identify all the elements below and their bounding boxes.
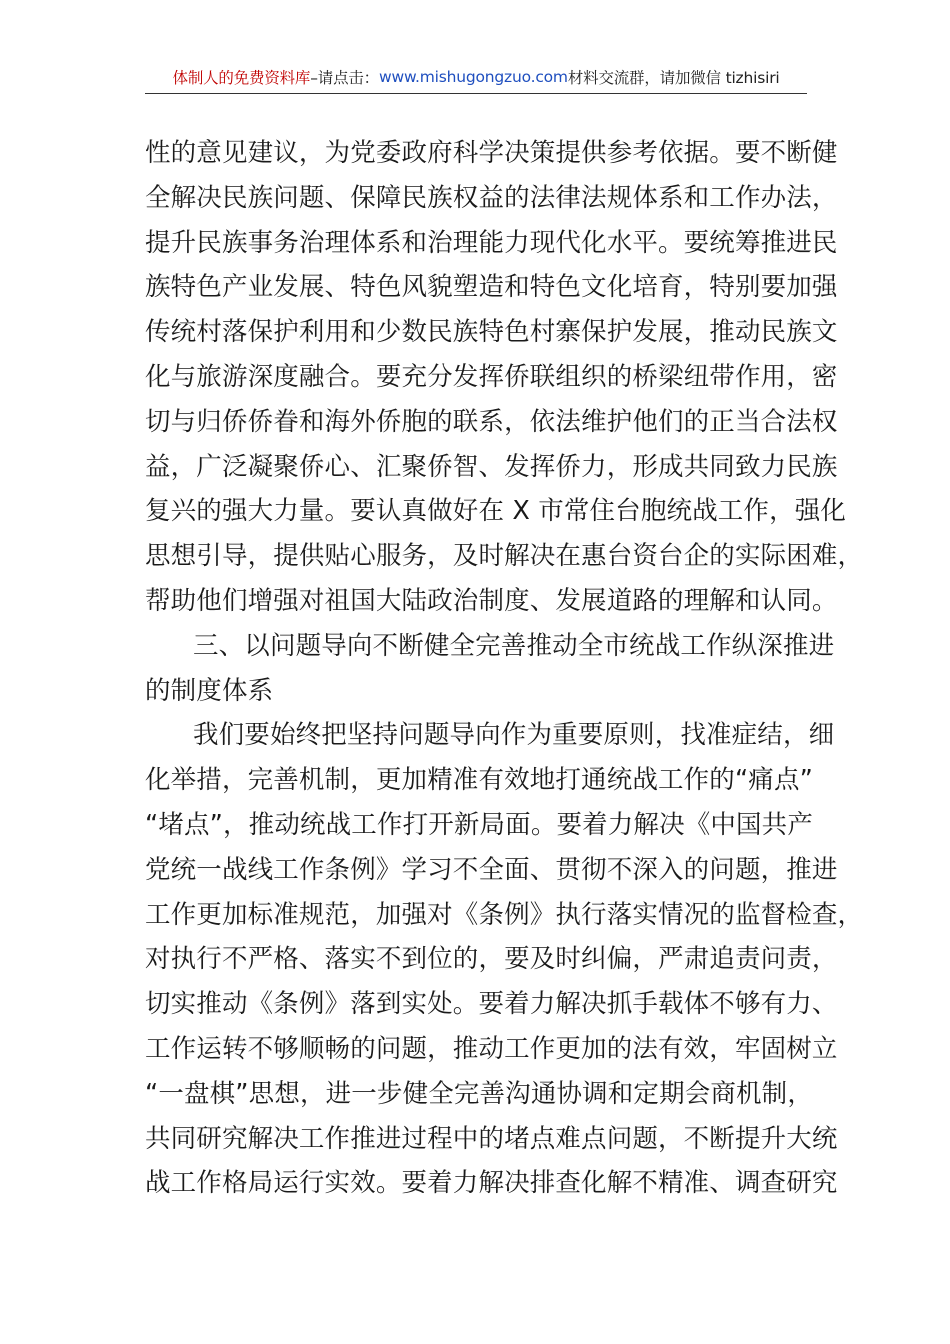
header-url-link[interactable]: www.mishugongzuo.com bbox=[378, 68, 568, 86]
page-header bbox=[145, 62, 807, 92]
text-line: 共同研究解决工作推进过程中的堵点难点问题，不断提升大统 bbox=[145, 1123, 838, 1154]
section-heading: 三、以问题导向不断健全完善推动全市统战工作纵深推进 bbox=[193, 630, 835, 661]
text-line: “一盘棋”思想，进一步健全完善沟通协调和定期会商机制， bbox=[145, 1078, 813, 1109]
text-line: 党统一战线工作条例》学习不全面、贯彻不深入的问题，推进 bbox=[145, 854, 838, 885]
text-line: 工作更加标准规范，加强对《条例》执行落实情况的监督检查， bbox=[145, 899, 864, 930]
text-line: 益，广泛凝聚侨心、汇聚侨智、发挥侨力，形成共同致力民族 bbox=[145, 451, 838, 482]
header-prompt: –请点击： bbox=[310, 69, 379, 87]
document-body bbox=[145, 131, 864, 1206]
text-line: 帮助他们增强对祖国大陆政治制度、发展道路的理解和认同。 bbox=[145, 585, 838, 616]
text-line: 切实推动《条例》落到实处。要着力解决抓手载体不够有力、 bbox=[145, 989, 838, 1020]
text-line: 化举措，完善机制，更加精准有效地打通统战工作的“痛点” bbox=[145, 765, 813, 796]
text-line: 化与旅游深度融合。要充分发挥侨联组织的桥梁纽带作用，密 bbox=[145, 361, 838, 392]
header-divider bbox=[145, 93, 807, 94]
section-heading-continued: 的制度体系 bbox=[145, 675, 274, 706]
text-line: 性的意见建议，为党委政府科学决策提供参考依据。要不断健 bbox=[145, 138, 838, 168]
text-line: 思想引导，提供贴心服务，及时解决在惠台资台企的实际困难， bbox=[145, 541, 864, 572]
text-line: 我们要始终把坚持问题导向作为重要原则，找准症结，细 bbox=[193, 720, 835, 751]
text-line: 复兴的强大力量。要认真做好在 X 市常住台胞统战工作，强化 bbox=[145, 496, 847, 527]
text-line: 族特色产业发展、特色风貌塑造和特色文化培育，特别要加强 bbox=[145, 272, 838, 303]
header-tail: 材料交流群，请加微信 tizhisiri bbox=[567, 69, 780, 87]
text-line: 对执行不严格、落实不到位的，要及时纠偏，严肃追责问责， bbox=[145, 944, 838, 975]
text-line: 提升民族事务治理体系和治理能力现代化水平。要统筹推进民 bbox=[145, 227, 838, 258]
text-line: 战工作格局运行实效。要着力解决排查化解不精准、调查研究 bbox=[145, 1168, 838, 1199]
text-line: 传统村落保护利用和少数民族特色村寨保护发展，推动民族文 bbox=[145, 317, 838, 348]
header-brand: 体制人的免费资料库 bbox=[172, 69, 311, 87]
text-line: 切与归侨侨眷和海外侨胞的联系，依法维护他们的正当合法权 bbox=[145, 406, 838, 437]
text-line: “堵点”，推动统战工作打开新局面。要着力解决《中国共产 bbox=[145, 809, 813, 840]
text-line: 全解决民族问题、保障民族权益的法律法规体系和工作办法， bbox=[145, 182, 838, 213]
text-line: 工作运转不够顺畅的问题，推动工作更加的法有效，牢固树立 bbox=[145, 1033, 838, 1064]
